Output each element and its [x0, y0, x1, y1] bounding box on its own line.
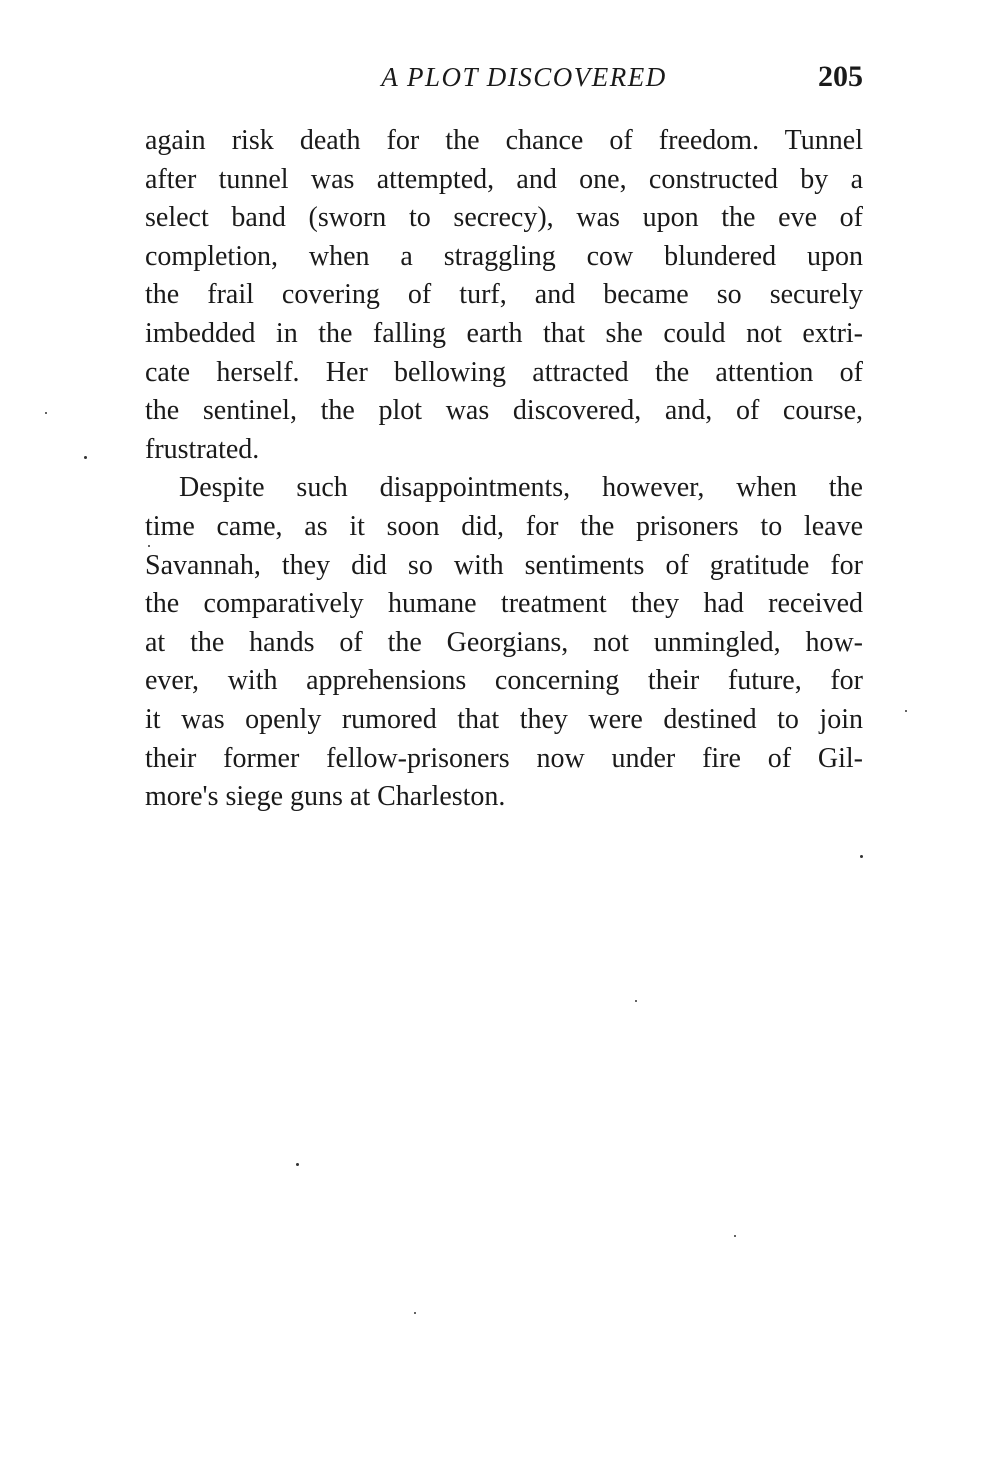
paragraph-1	[145, 122, 863, 469]
text-line: Savannah, they did so with sentiments of gratitude for	[145, 549, 863, 581]
text-line: it was openly rumored that they were destined to join	[145, 703, 863, 735]
text-line: the comparatively humane treatment they had received	[145, 588, 863, 620]
text-line: after tunnel was attempted, and one, constructed by a	[145, 163, 863, 195]
text-line: more's siege guns at Charleston.	[145, 781, 506, 813]
text-line: ever, with apprehensions concerning their future, for	[145, 665, 863, 697]
paragraph-2	[145, 469, 863, 816]
running-head	[145, 62, 863, 102]
text-line: frustrated.	[145, 433, 260, 465]
text-line: their former fellow-prisoners now under fire of Gil-	[145, 742, 863, 774]
scan-speck	[148, 545, 150, 547]
text-line: the sentinel, the plot was discovered, and, of course,	[145, 395, 863, 427]
page-number: 205	[818, 60, 863, 93]
scan-speck	[45, 412, 47, 414]
text-line: Despite such disappointments, however, when the	[179, 472, 863, 504]
text-line: select band (sworn to secrecy), was upon the eve of	[145, 202, 863, 234]
text-line: imbedded in the falling earth that she could not extri-	[145, 317, 863, 349]
text-line: cate herself. Her bellowing attracted the attention of	[145, 356, 863, 388]
scan-speck	[296, 1163, 299, 1166]
running-title: A PLOT DISCOVERED	[381, 62, 667, 92]
scan-speck	[84, 456, 87, 459]
scan-speck	[905, 710, 907, 712]
text-line: the frail covering of turf, and became so securely	[145, 279, 863, 311]
scan-speck	[414, 1312, 416, 1314]
scan-speck	[860, 855, 863, 858]
text-line: completion, when a straggling cow blundered upon	[145, 240, 863, 272]
text-line: time came, as it soon did, for the prisoners to leave	[145, 510, 863, 542]
scan-speck	[734, 1235, 736, 1237]
scan-speck	[635, 1000, 637, 1002]
text-line: at the hands of the Georgians, not unmingled, how-	[145, 626, 863, 658]
text-line: again risk death for the chance of freedom. Tunnel	[145, 125, 863, 156]
body-text	[145, 122, 863, 817]
